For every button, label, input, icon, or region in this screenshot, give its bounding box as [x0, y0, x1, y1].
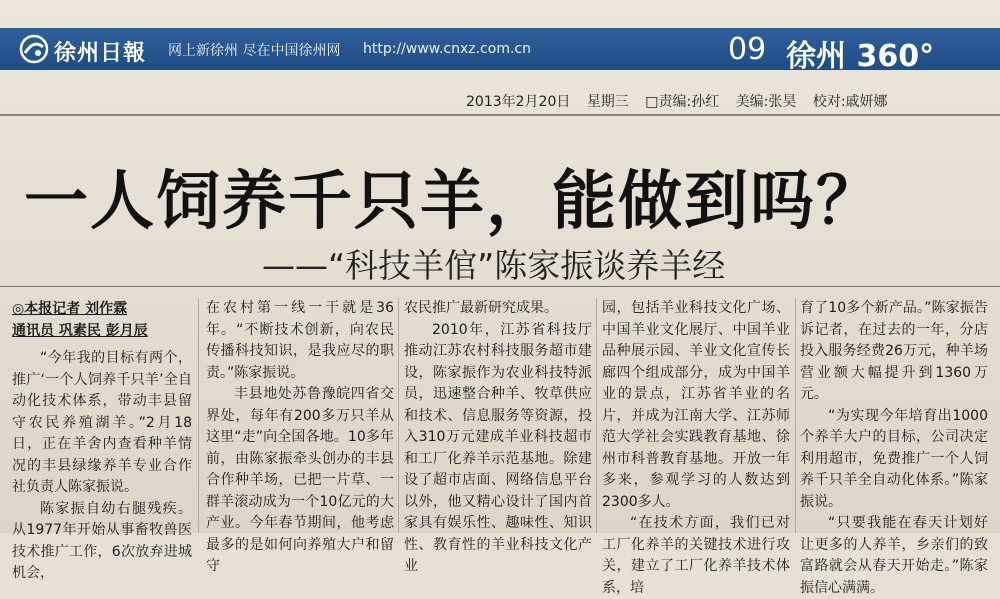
- paragraph: 陈家振自幼右腿残疾。从1977年开始从事畜牧兽医技术推广工作，6次放弃进城机会，: [12, 500, 192, 581]
- article-headline: 一人饲养千只羊，能做到吗？: [24, 165, 882, 239]
- designer-credit: 美编:张昊: [735, 94, 797, 110]
- masthead-bar: [0, 28, 1000, 74]
- byline-reporter: ◎本报记者 刘作霖: [12, 301, 128, 317]
- issue-weekday: 星期三: [586, 94, 629, 110]
- section-name: 徐州 360°: [786, 39, 935, 74]
- issue-info-line: [466, 91, 900, 111]
- headline-divider: [0, 286, 1000, 287]
- article-byline: [12, 298, 192, 342]
- paragraph: “为实现今年培育出1000个养羊大户的目标，公司决定利用超市，免费推广一个人饲养千只羊全自动化体系。”陈家振说。: [800, 407, 988, 510]
- newspaper-logo-icon: [16, 33, 52, 65]
- paragraph: “只要我能在春天计划好让更多的人养羊，乡亲们的致富路就会从春天开始走。”陈家振信心满满。: [800, 515, 988, 596]
- article-column-5: [800, 298, 988, 596]
- paragraph: 在农村第一线一干就是36年。“不断技术创新，向农民传播科技知识，是我应尽的职责。”陈家振说。: [206, 300, 394, 381]
- byline-correspondents: 通讯员 巩素民 彭月辰: [12, 323, 148, 339]
- article-column-4: [602, 298, 790, 596]
- article-column-2: [206, 298, 394, 574]
- article-column-3: [404, 298, 592, 574]
- article-column-1: [12, 348, 192, 581]
- column-divider: [398, 298, 399, 533]
- paragraph: 园，包括羊业科技文化广场、中国羊业文化展厅、中国羊业品种展示园、羊业文化宣传长廊四个组成部分，成为中国羊业的景点，江苏省羊业的名片，并成为江南大学、江苏师范大学社会实践教育基地、徐州市科普教育基地。开放一年多来，参观学习的人数达到2300多人。: [602, 300, 790, 510]
- paragraph: 丰县地处苏鲁豫皖四省交界处，每年有200多万只羊从这里“走”向全国各地。10多年前，由陈家振牵头创办的丰县合作种羊场，已把一片草、一群羊滚动成为一个10亿元的大产业。今年春节期间，他考虑最多的是如何向养殖大户和留守: [206, 386, 394, 574]
- paragraph: 2010年，江苏省科技厅推动江苏农村科技服务超市建设，陈家振作为农业科技特派员，迅速整合种羊、牧草供应和技术、信息服务等资源，投入310万元建成羊业科技超市和工厂化养羊示范基地。除建设了超市店面、网络信息平台以外，他又精心设计了国内首家具有娱乐性、趣味性、知识性、教育性的羊业科技文化产业: [404, 321, 592, 574]
- paragraph: 农民推广最新研究成果。: [404, 300, 558, 316]
- newspaper-logo-text: 徐州日報: [54, 40, 147, 66]
- page-number: 09: [728, 32, 767, 67]
- masthead-slogan: 网上新徐州 尽在中国徐州网: [168, 43, 341, 59]
- column-divider: [198, 298, 199, 533]
- paragraph: “在技术方面，我们已对工厂化养羊的关键技术进行攻关，建立了工厂化养羊技术体系，培: [602, 515, 790, 596]
- column-divider: [596, 298, 597, 533]
- editor-credit: □责编:孙红: [645, 94, 720, 110]
- paragraph: 育了10多个新产品。”陈家振告诉记者，在过去的一年，分店投入服务经费26万元，种羊场营业额大幅提升到1360万元。: [800, 300, 988, 402]
- masthead-url[interactable]: http://www.cnxz.com.cn: [363, 41, 531, 57]
- article-subheadline: ——“科技羊倌”陈家振谈养羊经: [262, 246, 726, 285]
- proofreader-credit: 校对:戚妍娜: [812, 94, 888, 110]
- column-divider: [795, 298, 796, 533]
- paragraph: “今年我的目标有两个，推广‘一个人饲养千只羊’全自动化技术体系，带动丰县留守农民养殖湖羊。”2月18日，正在羊舍内查看种羊情况的丰县绿缘养羊专业合作社负责人陈家振说。: [12, 350, 192, 495]
- issue-date: 2013年2月20日: [466, 94, 571, 110]
- header-divider: [0, 114, 1000, 116]
